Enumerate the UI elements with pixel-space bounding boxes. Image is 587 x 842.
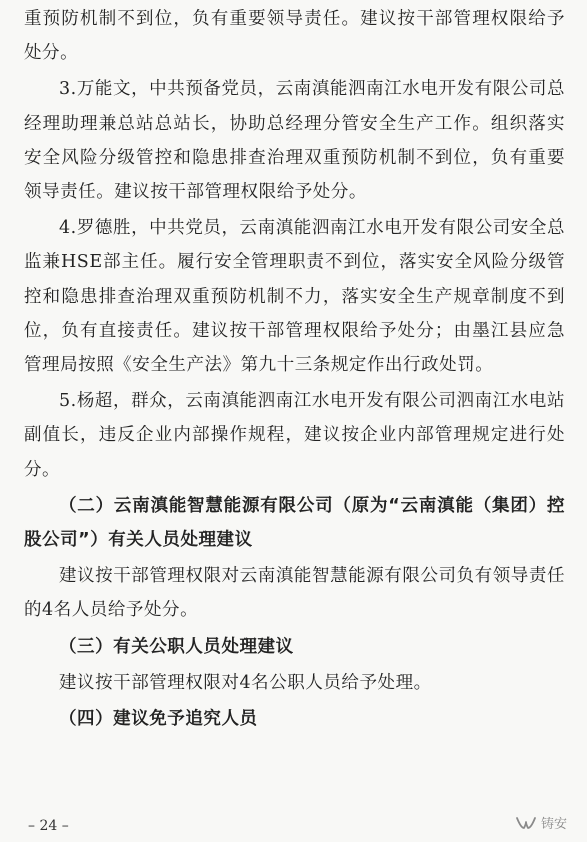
paragraph-section-2-body: 建议按干部管理权限对云南滇能智慧能源有限公司负有领导责任的4名人员给予处分。: [24, 566, 565, 621]
section-heading-2: （二）云南滇能智慧能源有限公司（原为“云南滇能（集团）控股公司”）有关人员处理建议: [24, 495, 565, 551]
wechat-channel-icon: [515, 814, 537, 832]
paragraph-section-3-body: 建议按干部管理权限对4名公职人员给予处理。: [59, 672, 432, 693]
paragraph-continuation: 重预防机制不到位，负有重要领导责任。建议按干部管理权限给予处分。: [24, 9, 565, 64]
paragraph-item-3: 3.万能文，中共预备党员，云南滇能泗南江水电开发有限公司总经理助理兼总站总站长，协助总经理分管安全生产工作。组织落实安全风险分级管控和隐患排查治理双重预防机制不到位，负有重要领导责任。建议按干部管理权限给予处分。: [24, 79, 565, 203]
watermark-label: 铸安: [540, 817, 567, 832]
paragraph-item-4: 4.罗德胜，中共党员，云南滇能泗南江水电开发有限公司安全总监兼HSE部主任。履行安全管理职责不到位，落实安全风险分级管控和隐患排查治理双重预防机制不力，落实安全生产规章制度不到位，负有直接责任。建议按干部管理权限给予处分；由墨江县应急管理局按照《安全生产法》第九十三条规定作出行政处罚。: [24, 218, 565, 376]
page-number: – 24 –: [28, 818, 69, 834]
section-heading-4: （四）建议免予追究人员: [59, 709, 258, 730]
watermark: [515, 813, 567, 832]
paragraph-item-5: 5.杨超，群众，云南滇能泗南江水电开发有限公司泗南江水电站副值长，违反企业内部操作规程，建议按企业内部管理规定进行处分。: [24, 391, 565, 480]
section-heading-3: （三）有关公职人员处理建议: [59, 636, 294, 657]
